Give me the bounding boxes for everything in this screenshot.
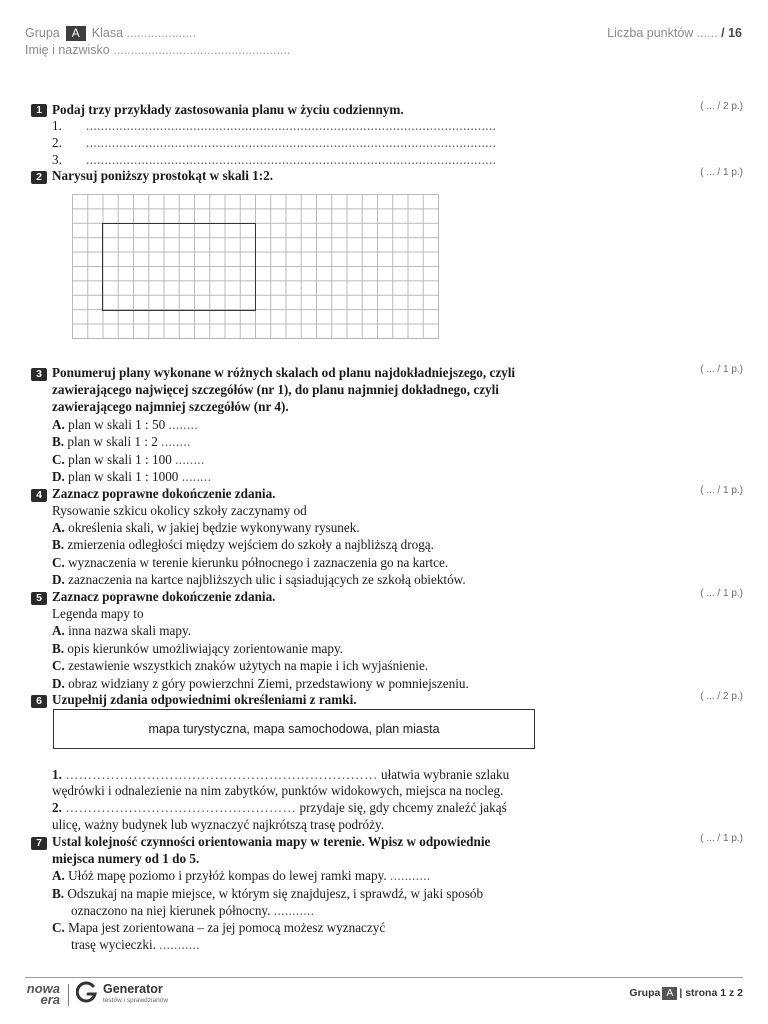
task-3-option-c[interactable]: C. plan w skali 1 : 100 ........ <box>52 452 205 467</box>
task-6-sentence-1[interactable]: 1. …………………………………………………………… ułatwia wybranie szlaku <box>52 767 510 782</box>
generator-logo-subtitle: testów i sprawdzianów <box>103 997 169 1004</box>
name-label: Imię i nazwisko <box>25 43 110 57</box>
task-7-item-c[interactable]: C. Mapa jest zorientowana – za jej pomocą możesz wyznaczyć <box>52 920 386 935</box>
group-badge: A <box>66 26 86 41</box>
footer-logo-separator <box>68 984 69 1006</box>
task-4-stem: Rysowanie szkicu okolicy szkoły zaczynamy od <box>52 503 307 518</box>
task-4-points: ( ... / 1 p.) <box>700 485 743 496</box>
task-3-points: ( ... / 1 p.) <box>700 364 743 375</box>
task-7-item-c-cont[interactable]: trasę wycieczki. ........... <box>71 937 200 952</box>
task-6-sentence-2-cont: ulicę, ważny budynek lub wyznaczyć najkrótszą trasę podróży. <box>52 817 384 832</box>
footer-rule <box>25 977 743 978</box>
task-number-7: 7 <box>31 837 47 850</box>
nowa-era-logo: nowa era <box>26 981 60 1007</box>
task-7-item-b[interactable]: B. Odszukaj na mapie miejsce, w którym się znajdujesz, i sprawdź, w jaki sposób <box>52 886 484 901</box>
points-max: / 16 <box>721 26 742 40</box>
header-group-class <box>25 26 196 41</box>
task-1-answer-line-2[interactable]: 2. ............................................................................................................... <box>52 135 497 150</box>
task-3-option-a[interactable]: A. plan w skali 1 : 50 ........ <box>52 417 199 432</box>
task-1-answer-line-3[interactable]: 3. ............................................................................................................... <box>52 152 497 167</box>
task-3-question-line-3: zawierającego najmniej szczegółów (nr 4). <box>52 399 289 414</box>
class-field[interactable]: .................... <box>126 26 196 40</box>
task-number-4: 4 <box>31 489 47 502</box>
task-3-option-b[interactable]: B. plan w skali 1 : 2 ........ <box>52 434 191 449</box>
task-6-sentence-1-cont: wędrówki i odnalezienie na nim zabytków, punktów widokowych, miejsca na nocleg. <box>52 783 504 798</box>
task-1-question: Podaj trzy przykłady zastosowania planu w życiu codziennym. <box>52 102 404 117</box>
footer-group-badge: A <box>662 987 677 1000</box>
generator-logo-text: Generator <box>103 982 163 996</box>
task-5-option-a[interactable]: A. inna nazwa skali mapy. <box>52 623 192 638</box>
task-number-3: 3 <box>31 368 47 381</box>
task-4-option-d[interactable]: D. zaznaczenia na kartce najbliższych ulic i sąsiadujących ze szkołą obiektów. <box>52 572 466 587</box>
task-4-option-b[interactable]: B. zmierzenia odległości między wejściem do szkoły a najbliższą drogą. <box>52 537 434 552</box>
task-4-option-c[interactable]: C. wyznaczenia w terenie kierunku północnego i zaznaczenia go na kartce. <box>52 555 449 570</box>
task-4-option-a[interactable]: A. określenia skali, w jakiej będzie wykonywany rysunek. <box>52 520 360 535</box>
name-field[interactable]: ................................................... <box>113 43 291 57</box>
task-7-question-line-2: miejsca numery od 1 do 5. <box>52 851 200 866</box>
task-3-question-line-2: zawierającego najwięcej szczegółów (nr 1), do planu najmniej dokładnego, czyli <box>52 382 499 397</box>
task-7-points: ( ... / 1 p.) <box>700 833 743 844</box>
header-points <box>607 26 742 40</box>
task-number-6: 6 <box>31 695 47 708</box>
task-3-question-line-1: Ponumeruj plany wykonane w różnych skalach od planu najdokładniejszego, czyli <box>52 365 516 380</box>
class-label: Klasa <box>91 26 124 40</box>
generator-g-icon <box>76 981 98 1003</box>
task-7-item-a[interactable]: A. Ułóż mapę poziomo i przyłóż kompas do lewej ramki mapy. ........... <box>52 868 431 883</box>
task-number-2: 2 <box>31 171 47 184</box>
task-2-points: ( ... / 1 p.) <box>700 167 743 178</box>
task-1-answer-line-1[interactable]: 1. ............................................................................................................... <box>52 118 497 133</box>
points-field[interactable]: ...... <box>696 26 718 40</box>
task-number-5: 5 <box>31 592 47 605</box>
task-3-option-d[interactable]: D. plan w skali 1 : 1000 ........ <box>52 469 212 484</box>
task-6-points: ( ... / 2 p.) <box>700 691 743 702</box>
task-6-question: Uzupełnij zdania odpowiednimi określeniami z ramki. <box>52 692 357 707</box>
task-1-points: ( ... / 2 p.) <box>700 101 743 112</box>
sample-rectangle <box>102 223 256 311</box>
task-6-sentence-2[interactable]: 2. …………………………………………… przydaje się, gdy chcemy znaleźć jakąś <box>52 800 507 815</box>
footer-page-info: Grupa A | strona 1 z 2 <box>629 987 743 999</box>
task-5-stem: Legenda mapy to <box>52 606 144 621</box>
task-4-question: Zaznacz poprawne dokończenie zdania. <box>52 486 276 501</box>
task-5-option-d[interactable]: D. obraz widziany z góry powierzchni Ziemi, przedstawiony w pomniejszeniu. <box>52 676 469 691</box>
task-7-item-b-cont[interactable]: oznaczono na niej kierunek północny. ........... <box>71 903 315 918</box>
group-label: Grupa <box>25 26 60 40</box>
task-5-option-b[interactable]: B. opis kierunków umożliwiający zorientowanie mapy. <box>52 641 344 656</box>
task-7-question-line-1: Ustal kolejność czynności orientowania mapy w terenie. Wpisz w odpowiednie <box>52 834 491 849</box>
task-5-points: ( ... / 1 p.) <box>700 588 743 599</box>
task-2-question: Narysuj poniższy prostokąt w skali 1:2. <box>52 168 274 183</box>
header-name <box>25 43 290 57</box>
task-5-question: Zaznacz poprawne dokończenie zdania. <box>52 589 276 604</box>
task-5-option-c[interactable]: C. zestawienie wszystkich znaków użytych na mapie i ich wyjaśnienie. <box>52 658 429 673</box>
points-label: Liczba punktów <box>607 26 694 40</box>
task-number-1: 1 <box>31 104 47 117</box>
task-6-word-frame: mapa turystyczna, mapa samochodowa, plan miasta <box>53 709 535 749</box>
